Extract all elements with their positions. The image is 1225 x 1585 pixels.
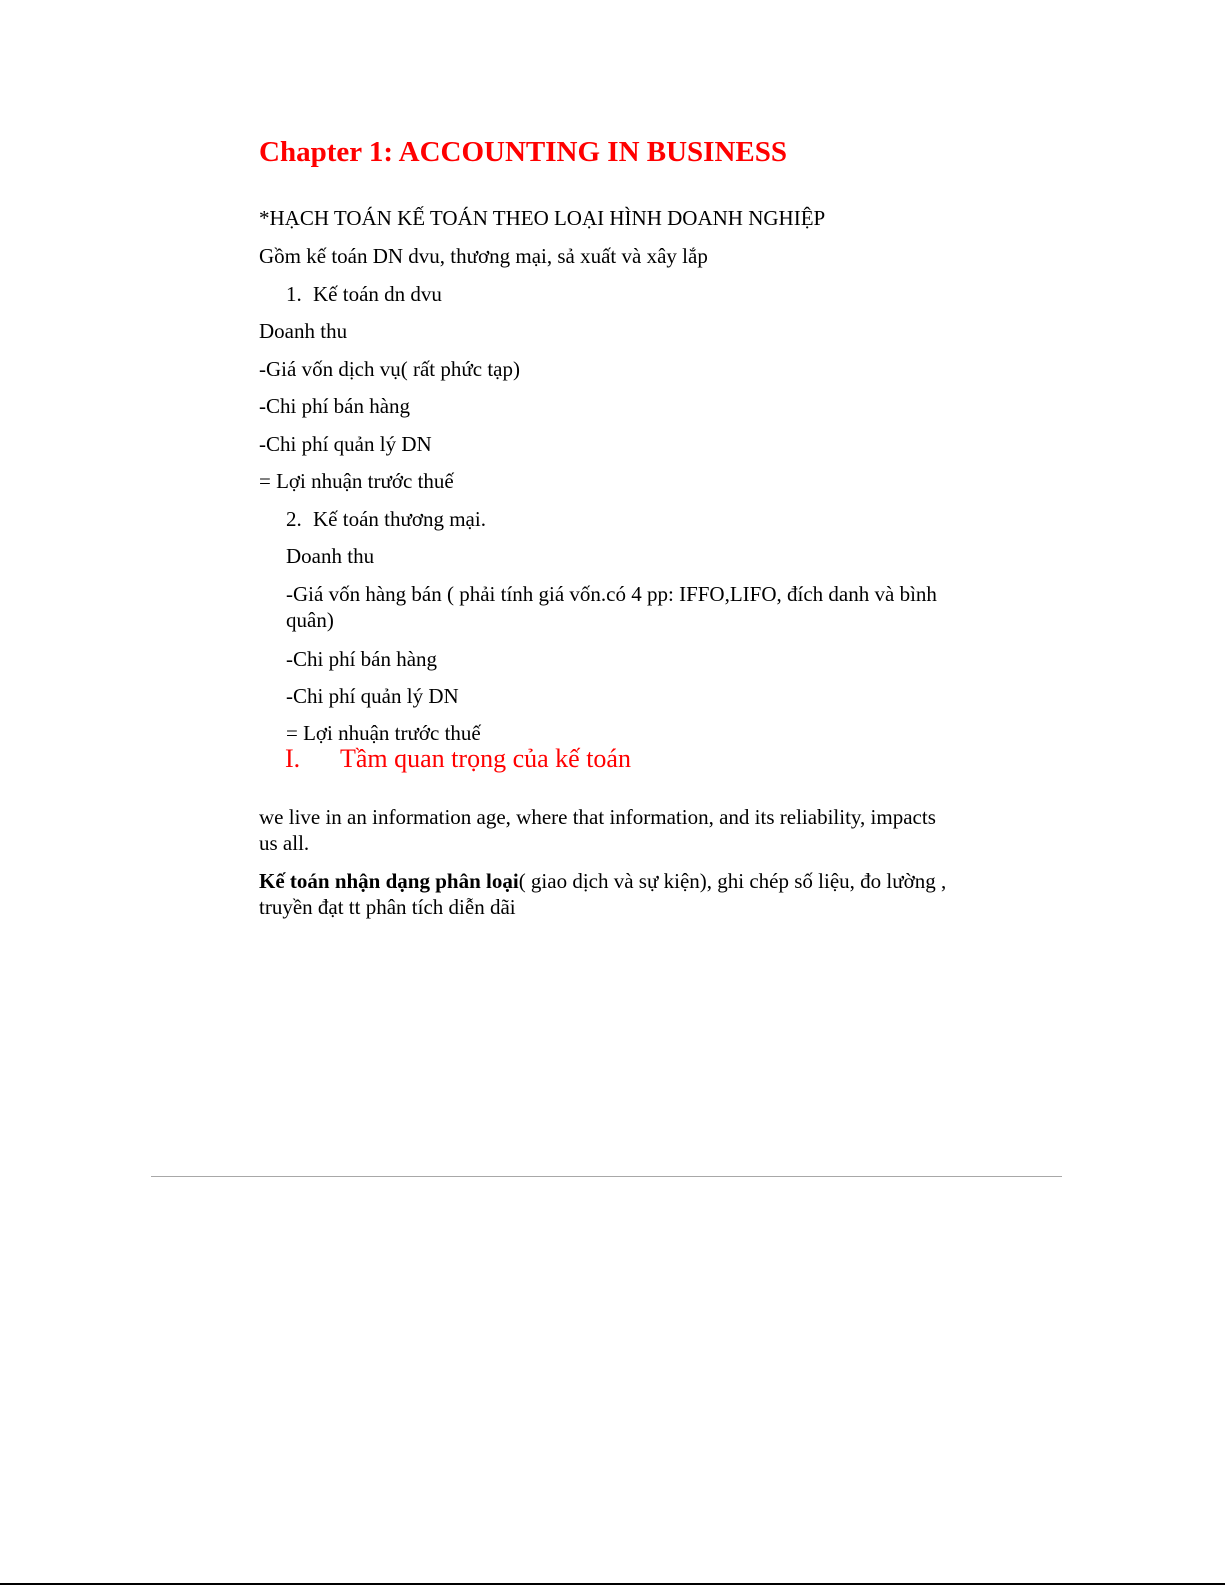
chapter-title: Chapter 1: ACCOUNTING IN BUSINESS	[259, 136, 788, 168]
page-divider	[151, 1176, 1062, 1177]
section-numeral: I.	[285, 744, 301, 773]
list-item-number: 2.	[286, 507, 302, 531]
section-heading	[285, 744, 631, 774]
list-item-number: 1.	[286, 282, 302, 306]
list1-line: = Lợi nhuận trước thuế	[259, 469, 454, 493]
paragraph-2-rest: ( giao dịch và sự kiện), ghi chép số liệu, đo lường , truyền đạt tt phân tích diễn dãi	[259, 869, 947, 919]
list1-line: -Chi phí bán hàng	[259, 394, 411, 418]
paragraph-1: we live in an information age, where that information, and its reliability, impacts us all.	[259, 805, 936, 855]
list-item-label: Kế toán dn dvu	[313, 282, 442, 306]
section-title: Tầm quan trọng của kế toán	[340, 744, 631, 773]
paragraph-2-bold: Kế toán nhận dạng phân loại	[259, 869, 519, 893]
paragraph-2	[259, 868, 949, 920]
list2-line: -Chi phí quản lý DN	[286, 684, 459, 708]
list1-line: Doanh thu	[259, 319, 348, 343]
list-item-1	[286, 281, 442, 307]
list2-line: -Chi phí bán hàng	[286, 647, 438, 671]
list1-line: -Giá vốn dịch vụ( rất phức tạp)	[259, 357, 520, 381]
list2-line: -Giá vốn hàng bán ( phải tính giá vốn.có 4 pp: IFFO,LIFO, đích danh và bình quân)	[286, 582, 937, 632]
intro-heading: *HẠCH TOÁN KẾ TOÁN THEO LOẠI HÌNH DOANH NGHIỆP	[259, 206, 826, 230]
list-item-label: Kế toán thương mại.	[313, 507, 486, 531]
list1-line: -Chi phí quản lý DN	[259, 432, 432, 456]
intro-text: Gồm kế toán DN dvu, thương mại, sả xuất và xây lắp	[259, 244, 708, 268]
list2-line: Doanh thu	[286, 544, 375, 568]
list2-line: = Lợi nhuận trước thuế	[286, 721, 481, 745]
list-item-2	[286, 506, 486, 532]
